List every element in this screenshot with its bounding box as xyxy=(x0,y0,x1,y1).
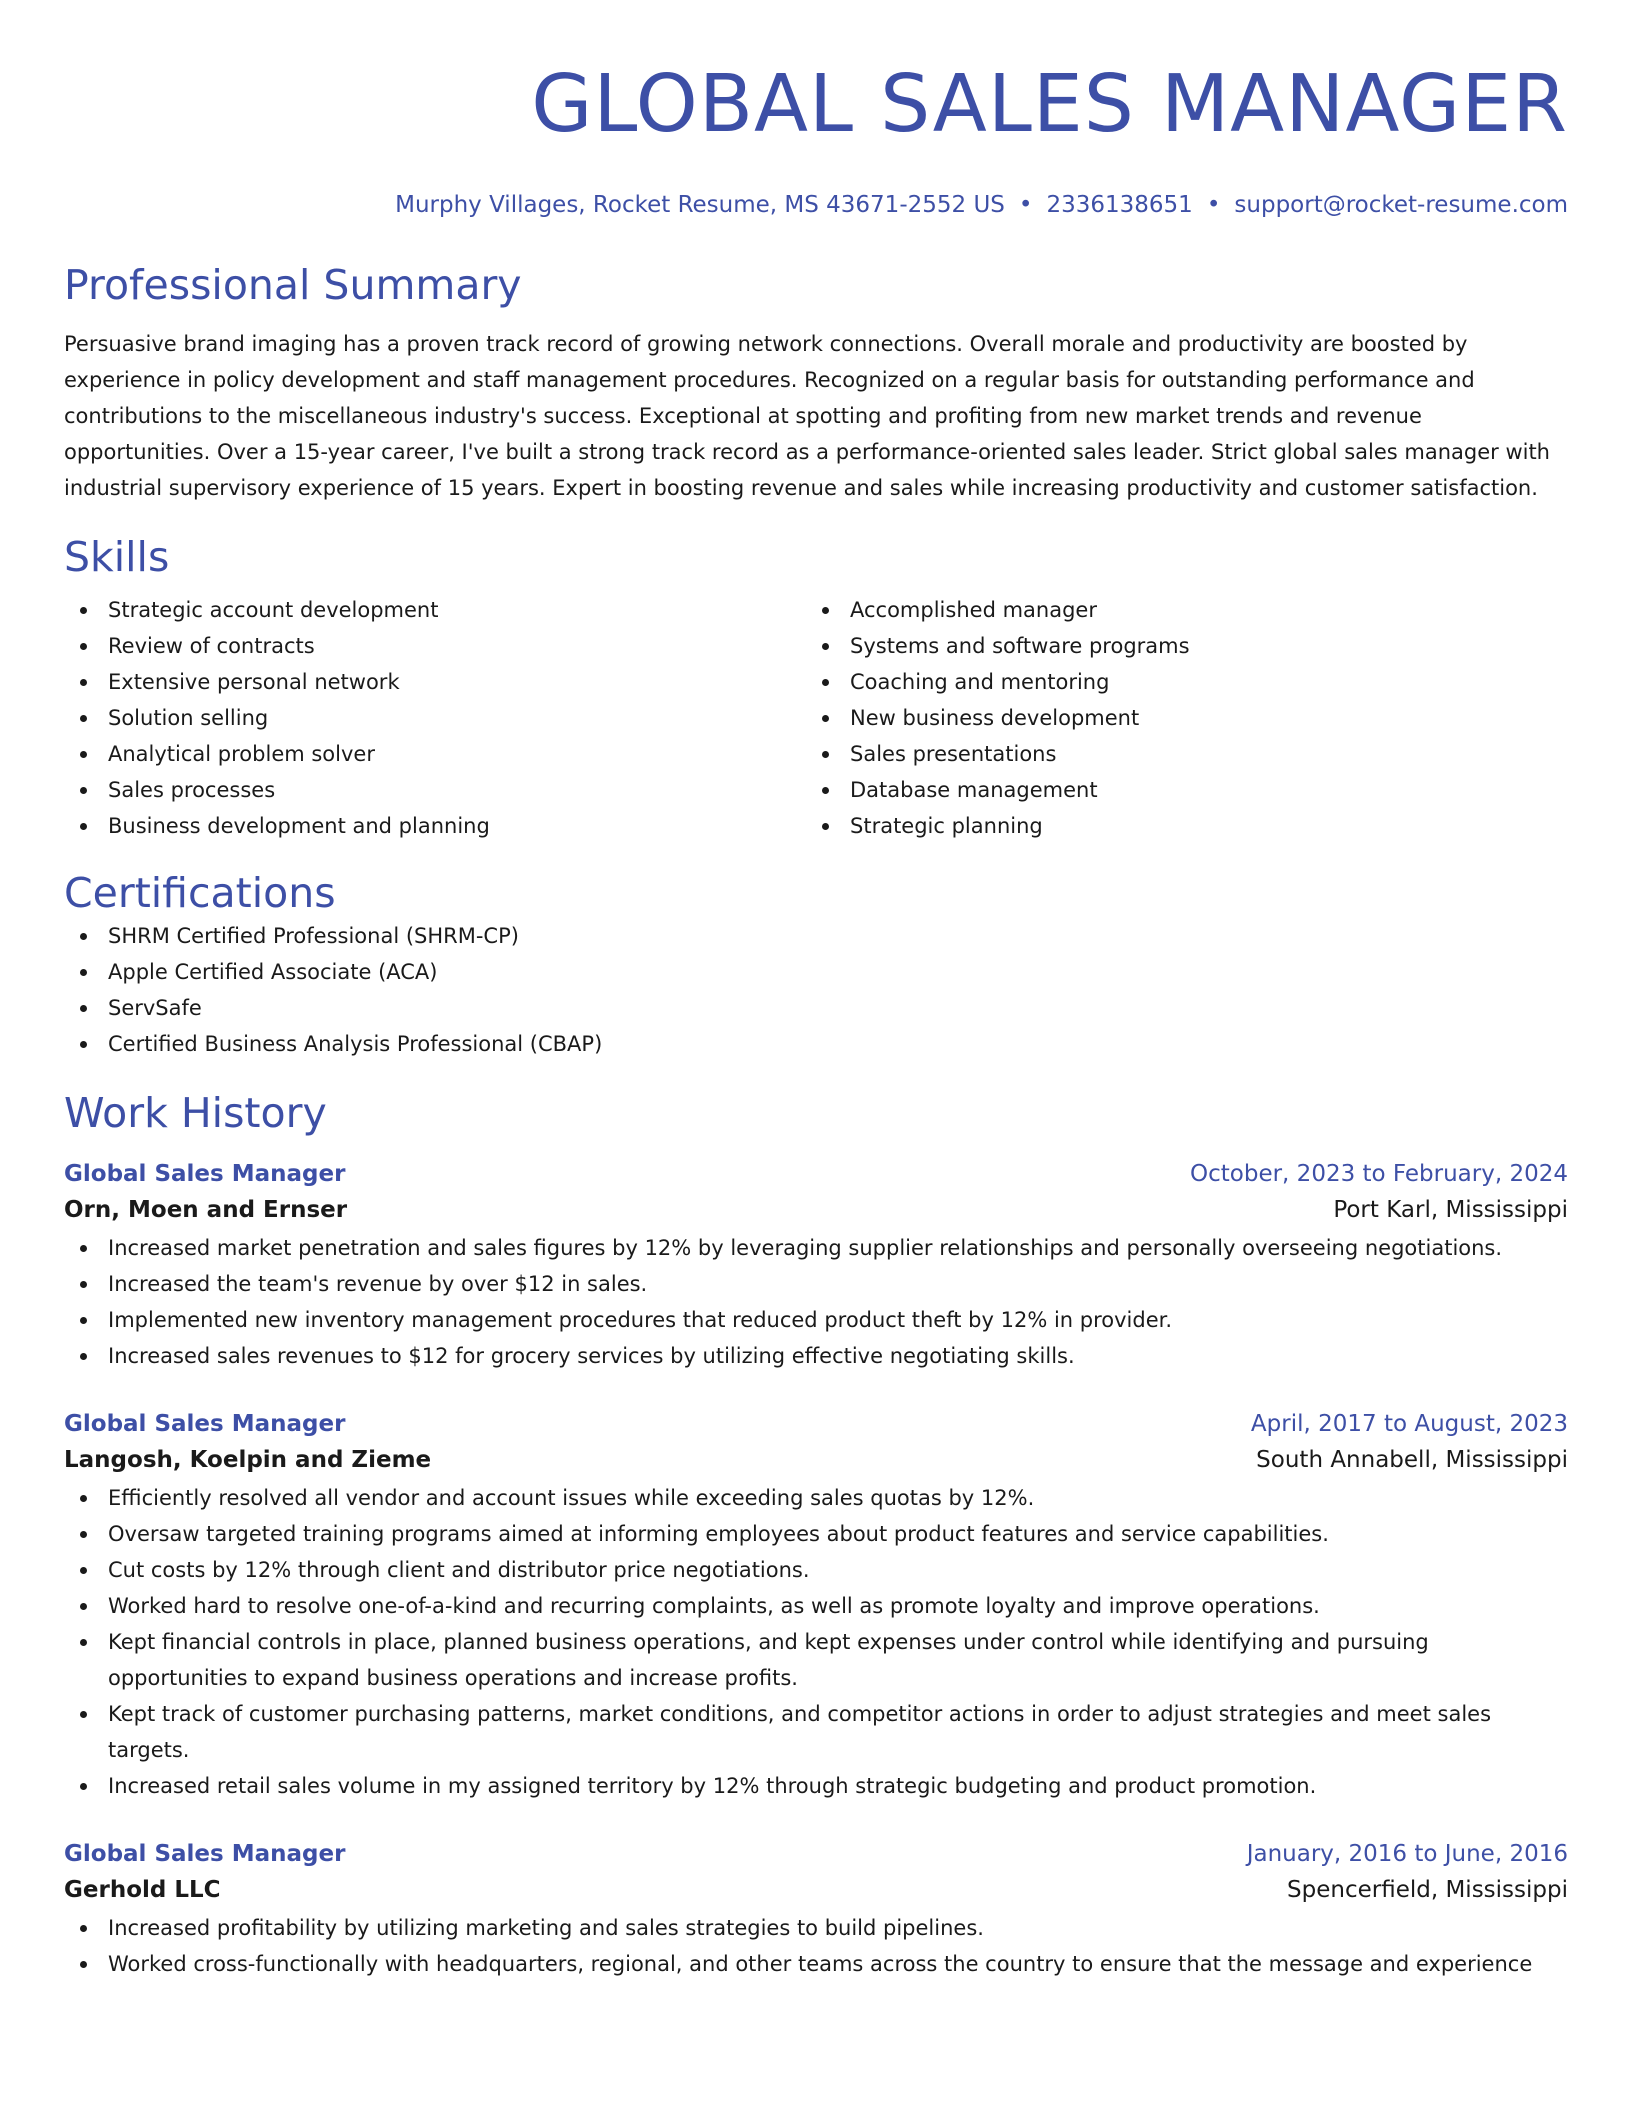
job-company-row xyxy=(64,1190,1568,1230)
skills-heading: Skills xyxy=(64,533,170,581)
summary-text: Persuasive brand imaging has a proven track record of growing network connections. Overall morale and productivity are boosted by experience in policy development and staff management procedures. Recognized on a regular basis for outstanding performance and contributions to the miscellaneous industry's success. Exceptional at spotting and profiting from new market trends and revenue opportunities. Over a 15-year career, I've built a strong track record as a performance-oriented sales leader. Strict global sales manager with industrial supervisory experience of 15 years. Expert in boosting revenue and sales while increasing productivity and customer satisfaction. xyxy=(64,332,1550,500)
skill-item: Coaching and mentoring xyxy=(806,664,1548,700)
job-entry xyxy=(64,1838,1568,1982)
job-bullet: Kept financial controls in place, planned business operations, and kept expenses under control while identifying and pursuing opportunities to expand business operations and increase profits. xyxy=(64,1624,1568,1696)
skills-column-right xyxy=(806,592,1548,844)
job-bullet: Cut costs by 12% through client and distributor price negotiations. xyxy=(64,1552,1568,1588)
certification-item: ServSafe xyxy=(64,990,1568,1026)
skill-item: Strategic planning xyxy=(806,808,1548,844)
skill-item: Sales processes xyxy=(64,772,806,808)
skills-list-left xyxy=(64,592,806,844)
job-position: Global Sales Manager xyxy=(64,1411,346,1437)
address: Murphy Villages, Rocket Resume, MS 43671-2552 US xyxy=(395,192,1005,218)
job-company: Gerhold LLC xyxy=(64,1877,221,1903)
certification-item: Apple Certified Associate (ACA) xyxy=(64,954,1568,990)
resume-header xyxy=(64,0,1568,220)
job-dates: April, 2017 to August, 2023 xyxy=(1250,1411,1568,1437)
job-bullet-list xyxy=(64,1480,1568,1804)
skills-column-left xyxy=(64,592,806,844)
separator-dot: • xyxy=(1206,192,1221,218)
job-entry xyxy=(64,1158,1568,1374)
job-location: South Annabell, Mississippi xyxy=(1256,1447,1568,1473)
skills-list-right xyxy=(806,592,1548,844)
skill-item: Solution selling xyxy=(64,700,806,736)
skill-item: Review of contracts xyxy=(64,628,806,664)
job-header-row xyxy=(64,1408,1568,1440)
job-bullet: Efficiently resolved all vendor and account issues while exceeding sales quotas by 12%. xyxy=(64,1480,1568,1516)
summary-heading: Professional Summary xyxy=(64,261,522,309)
skill-item: Strategic account development xyxy=(64,592,806,628)
job-company: Orn, Moen and Ernser xyxy=(64,1197,348,1223)
job-bullet: Increased retail sales volume in my assigned territory by 12% through strategic budgeting and product promotion. xyxy=(64,1768,1568,1804)
job-title-heading: GLOBAL SALES MANAGER xyxy=(531,58,1568,150)
job-header-row xyxy=(64,1158,1568,1190)
certification-item: SHRM Certified Professional (SHRM-CP) xyxy=(64,918,1568,954)
contact-line xyxy=(64,190,1568,220)
skill-item: Business development and planning xyxy=(64,808,806,844)
job-location: Spencerfield, Mississippi xyxy=(1287,1877,1568,1903)
skill-item: New business development xyxy=(806,700,1548,736)
job-bullet: Worked hard to resolve one-of-a-kind and recurring complaints, as well as promote loyalty and improve operations. xyxy=(64,1588,1568,1624)
job-company-row xyxy=(64,1870,1568,1910)
job-bullet: Oversaw targeted training programs aimed at informing employees about product features and service capabilities. xyxy=(64,1516,1568,1552)
job-location: Port Karl, Mississippi xyxy=(1333,1197,1568,1223)
job-bullet-list xyxy=(64,1910,1568,1982)
work-history-heading: Work History xyxy=(64,1089,327,1137)
job-dates: January, 2016 to June, 2016 xyxy=(1246,1841,1568,1867)
email-link[interactable]: support@rocket-resume.com xyxy=(1234,192,1568,218)
job-company-row xyxy=(64,1440,1568,1480)
certification-item: Certified Business Analysis Professional (CBAP) xyxy=(64,1026,1568,1062)
job-position: Global Sales Manager xyxy=(64,1161,346,1187)
phone: 2336138651 xyxy=(1046,192,1193,218)
certifications-heading: Certifications xyxy=(64,869,336,917)
job-header-row xyxy=(64,1838,1568,1870)
job-bullet-list xyxy=(64,1230,1568,1374)
job-bullet: Worked cross-functionally with headquarters, regional, and other teams across the country to ensure that the message and experience xyxy=(64,1946,1568,1982)
job-bullet: Increased profitability by utilizing marketing and sales strategies to build pipelines. xyxy=(64,1910,1568,1946)
job-dates: October, 2023 to February, 2024 xyxy=(1190,1161,1568,1187)
job-company: Langosh, Koelpin and Zieme xyxy=(64,1447,432,1473)
job-entry xyxy=(64,1408,1568,1804)
skill-item: Extensive personal network xyxy=(64,664,806,700)
skill-item: Sales presentations xyxy=(806,736,1548,772)
job-position: Global Sales Manager xyxy=(64,1841,346,1867)
job-bullet: Implemented new inventory management procedures that reduced product theft by 12% in provider. xyxy=(64,1302,1568,1338)
job-bullet: Kept track of customer purchasing patterns, market conditions, and competitor actions in order to adjust strategies and meet sales targets. xyxy=(64,1696,1568,1768)
certifications-list xyxy=(64,918,1568,1062)
skill-item: Analytical problem solver xyxy=(64,736,806,772)
job-bullet: Increased sales revenues to $12 for grocery services by utilizing effective negotiating skills. xyxy=(64,1338,1568,1374)
skill-item: Accomplished manager xyxy=(806,592,1548,628)
separator-dot: • xyxy=(1018,192,1033,218)
skill-item: Systems and software programs xyxy=(806,628,1548,664)
skill-item: Database management xyxy=(806,772,1548,808)
job-bullet: Increased market penetration and sales figures by 12% by leveraging supplier relationships and personally overseeing negotiations. xyxy=(64,1230,1568,1266)
skills-grid xyxy=(64,592,1568,844)
job-bullet: Increased the team's revenue by over $12 in sales. xyxy=(64,1266,1568,1302)
